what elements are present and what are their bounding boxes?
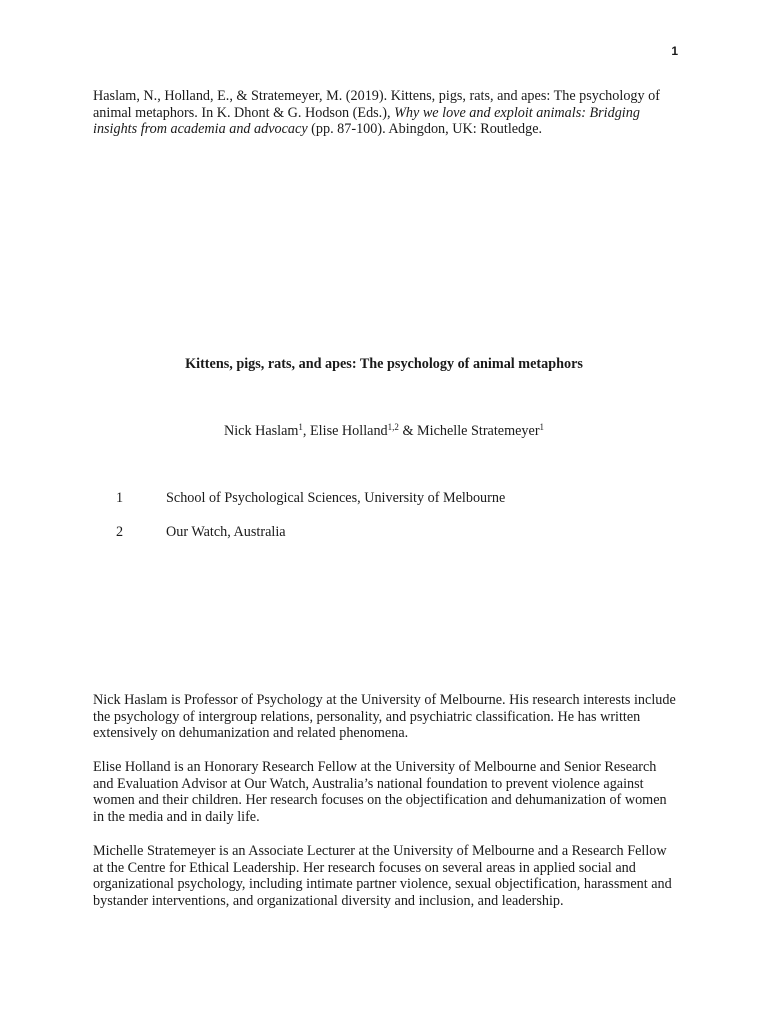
author-name: Elise Holland xyxy=(310,423,388,439)
author-name: Nick Haslam xyxy=(223,423,299,439)
author-affiliation-mark: 1,2 xyxy=(387,422,399,432)
author-affiliation-mark: 1 xyxy=(298,422,303,432)
author-separator: & xyxy=(398,423,418,439)
paper-title: Kittens, pigs, rats, and apes: The psychology of animal metaphors xyxy=(185,356,583,372)
affiliation-number: 2 xyxy=(116,524,124,540)
page-number: 1 xyxy=(671,44,678,58)
author-separator: , xyxy=(302,423,311,439)
citation xyxy=(93,88,678,138)
author-name: Michelle Stratemeyer xyxy=(417,423,540,439)
author-list xyxy=(0,423,768,440)
affiliation-text: School of Psychological Sciences, University of Melbourne xyxy=(166,490,506,506)
author-bio: Nick Haslam is Professor of Psychology at the University of Melbourne. His research interests include the psychology of intergroup relations, personality, and psychiatric classification. He has written extensively on dehumanization and related phenomena. xyxy=(93,692,676,742)
author-bio: Elise Holland is an Honorary Research Fellow at the University of Melbourne and Senior Research and Evaluation Advisor at Our Watch, Australia’s national foundation to prevent violence against women and their children. Her research focuses on the objectification and dehumanization of women in the media and in daily life. xyxy=(93,759,667,825)
author-affiliation-mark: 1 xyxy=(539,422,545,432)
author-bio: Michelle Stratemeyer is an Associate Lecturer at the University of Melbourne and a Research Fellow at the Centre for Ethical Leadership. Her research focuses on several areas in applied social and organizational psychology, including intimate partner violence, sexual objectification, harassment and bystander interventions, and organizational diversity and inclusion, and leadership. xyxy=(93,843,672,909)
affiliation-number: 1 xyxy=(116,490,124,506)
affiliation-text: Our Watch, Australia xyxy=(166,524,286,540)
citation-prefix: Haslam, N., Holland, E., & Stratemeyer, M. (2019). Kittens, pigs, rats, and apes: The psychology of animal metaphors. In K. Dhont & G. Hodson (Eds.), xyxy=(93,88,660,121)
citation-suffix: (pp. 87-100). Abingdon, UK: Routledge. xyxy=(307,121,543,138)
affiliation-item xyxy=(0,490,768,508)
affiliation-item xyxy=(0,524,768,542)
citation-book-title: Why we love and exploit animals: Bridging insights from academia and advocacy xyxy=(93,104,640,138)
